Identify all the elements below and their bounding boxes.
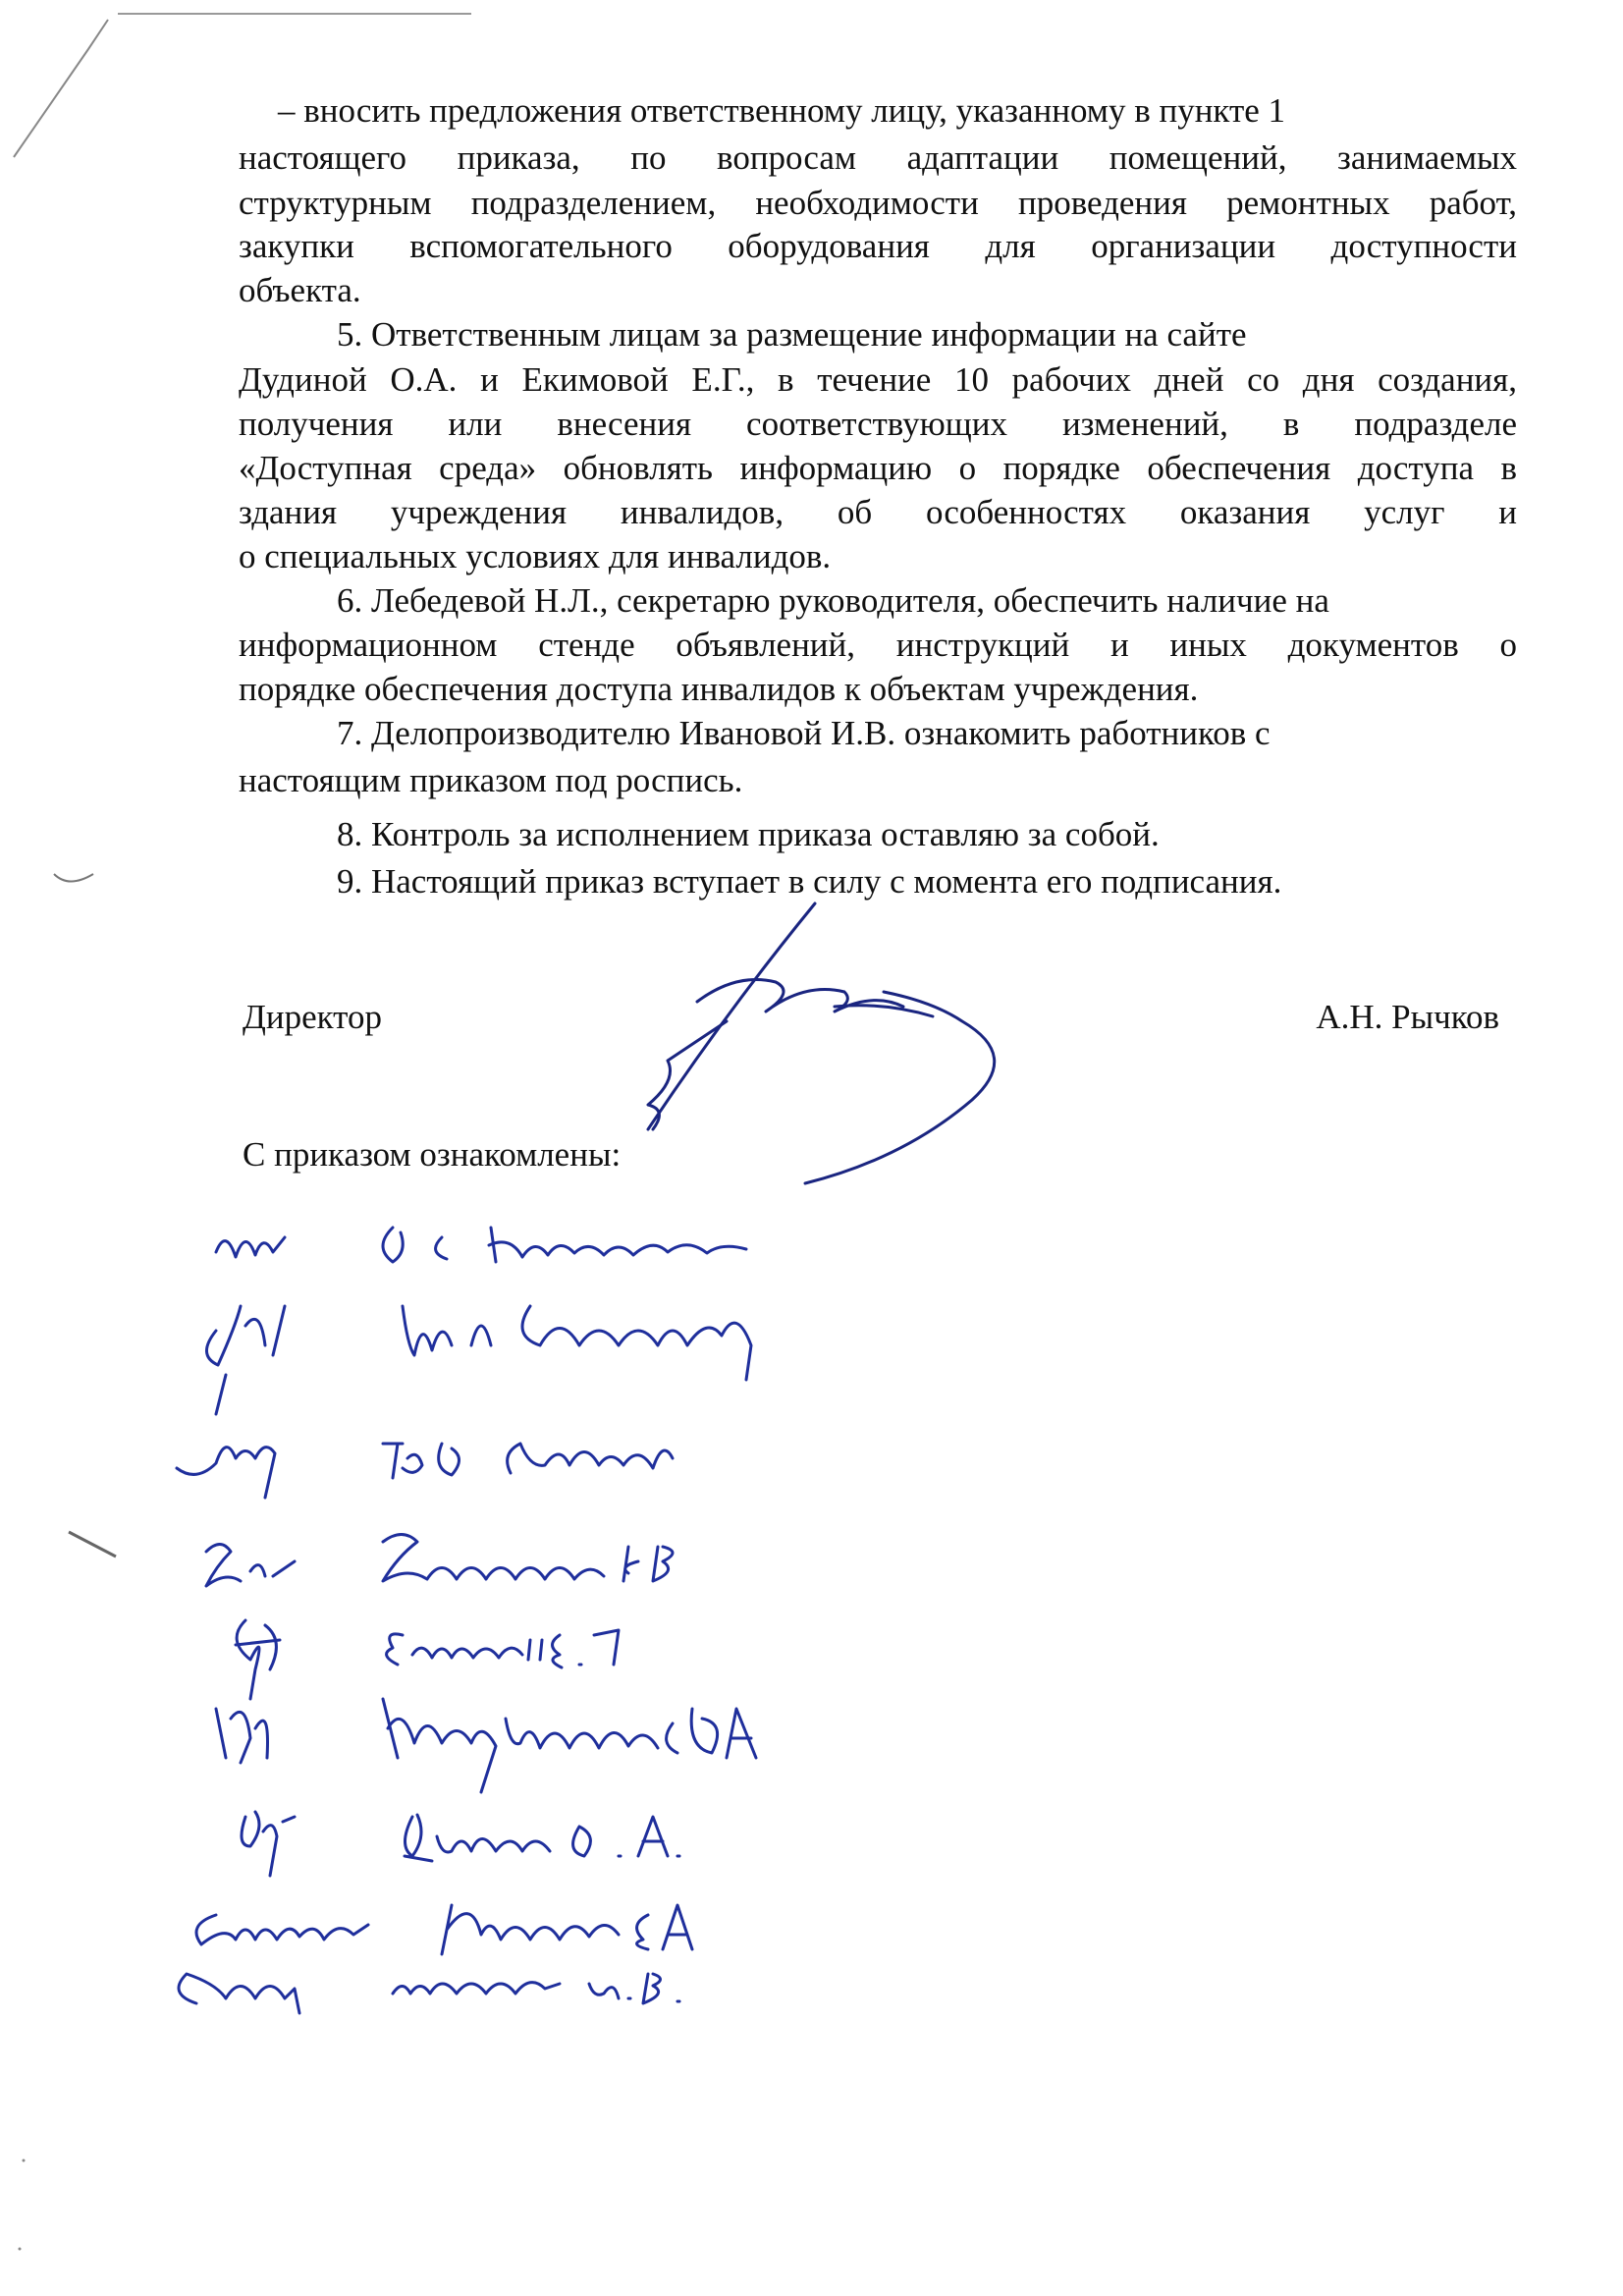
p7-line-1: 7. Делопроизводителю Ивановой И.В. ознакомить работников с	[337, 714, 1271, 752]
p6-line-2: информационном стенде объявлений, инструкций и иных документов о	[239, 626, 1517, 664]
p5-line-3: получения или внесения соответствующих изменений, в подразделе	[239, 405, 1517, 443]
director-title: Директор	[243, 998, 383, 1036]
p4-line-1: – вносить предложения ответственному лицу, указанному в пункте 1	[278, 91, 1286, 130]
p5-line-2: Дудиной О.А. и Екимовой Е.Г., в течение 10 рабочих дней со дня создания,	[239, 360, 1517, 399]
p4-line-5: объекта.	[239, 271, 361, 309]
p4-line-2: настоящего приказа, по вопросам адаптации помещений, занимаемых	[239, 138, 1517, 177]
p5-line-5: здания учреждения инвалидов, об особенностях оказания услуг и	[239, 493, 1517, 531]
p8-line: 8. Контроль за исполнением приказа оставляю за собой.	[337, 815, 1160, 853]
p4-line-3: структурным подразделением, необходимости проведения ремонтных работ,	[239, 184, 1517, 222]
p6-line-1: 6. Лебедевой Н.Л., секретарю руководителя, обеспечить наличие на	[337, 581, 1329, 620]
acknowledgement-title: С приказом ознакомлены:	[243, 1135, 622, 1174]
p6-line-3: порядке обеспечения доступа инвалидов к объектам учреждения.	[239, 670, 1199, 708]
p5-line-1: 5. Ответственным лицам за размещение информации на сайте	[337, 315, 1247, 354]
p9-line: 9. Настоящий приказ вступает в силу с момента его подписания.	[337, 862, 1282, 901]
p4-line-4: закупки вспомогательного оборудования для организации доступности	[239, 227, 1517, 265]
p5-line-6: о специальных условиях для инвалидов.	[239, 537, 832, 575]
p5-line-4: «Доступная среда» обновлять информацию о порядке обеспечения доступа в	[239, 449, 1517, 487]
p7-line-2: настоящим приказом под роспись.	[239, 761, 743, 799]
director-name: А.Н. Рычков	[1316, 998, 1499, 1036]
